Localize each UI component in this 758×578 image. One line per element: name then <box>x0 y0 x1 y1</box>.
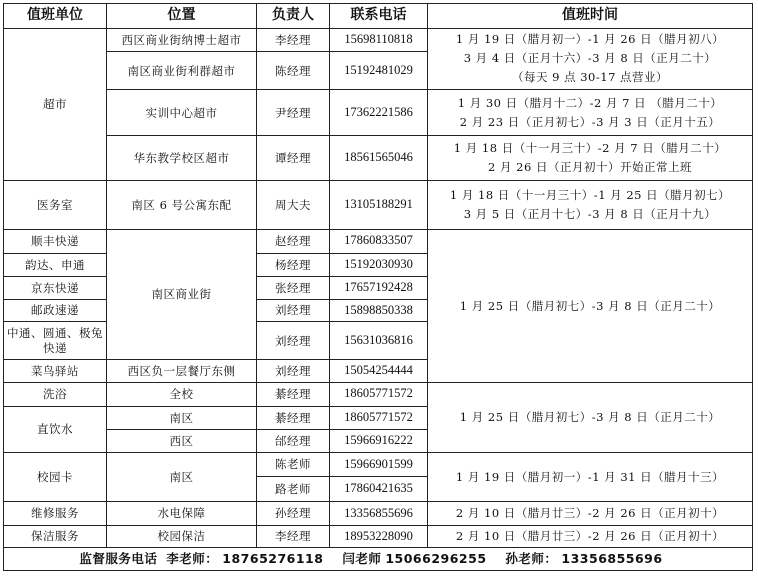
time-cell <box>428 136 753 180</box>
time-cell <box>428 90 753 136</box>
unit-clinic: 医务室 <box>4 180 107 229</box>
time-line: 1 月 18 日（十一月三十）-2 月 7 日（腊月二十） <box>453 141 727 156</box>
header-location: 位置 <box>107 4 257 29</box>
footer-contact-phone: 18765276118 <box>222 551 324 567</box>
person-cell: 邰经理 <box>257 430 330 453</box>
table-row <box>4 229 753 253</box>
location-cell: 南区 <box>107 452 257 501</box>
phone-cell: 15192481029 <box>330 52 428 90</box>
time-cell: 1 月 25 日（腊月初七）-3 月 8 日（正月二十） <box>428 229 753 382</box>
table-row <box>4 502 753 526</box>
phone-cell: 18953228090 <box>330 525 428 548</box>
time-cell: 2 月 10 日（腊月廿三）-2 月 26 日（正月初十） <box>428 525 753 548</box>
table-row <box>4 382 753 406</box>
location-cell: 校园保洁 <box>107 525 257 548</box>
table-row <box>4 28 753 52</box>
phone-cell: 18561565046 <box>330 136 428 180</box>
phone-cell: 17362221586 <box>330 90 428 136</box>
person-cell: 谭经理 <box>257 136 330 180</box>
unit-express: 韵达、申通 <box>4 253 107 277</box>
time-line: 1 月 30 日（腊月十二）-2 月 7 日 （腊月二十） <box>457 95 723 110</box>
unit-repair: 维修服务 <box>4 502 107 526</box>
table-row <box>4 180 753 229</box>
unit-card: 校园卡 <box>4 452 107 501</box>
table-row <box>4 525 753 548</box>
location-cell: 全校 <box>107 382 257 406</box>
table-row <box>4 90 753 136</box>
location-cell: 西区 <box>107 430 257 453</box>
time-cell <box>428 28 753 90</box>
unit-express: 顺丰快递 <box>4 229 107 253</box>
time-line: 1 月 19 日（腊月初一）-1 月 26 日（腊月初八） <box>455 32 725 47</box>
time-line: （每天 9 点 30-17 点营业） <box>511 70 669 85</box>
footer-contact-phone: 13356855696 <box>561 551 663 567</box>
header-person: 负责人 <box>257 4 330 29</box>
table-row <box>4 136 753 160</box>
unit-cleaning: 保洁服务 <box>4 525 107 548</box>
phone-cell: 15898850338 <box>330 299 428 322</box>
person-cell: 杨经理 <box>257 253 330 277</box>
time-line: 2 月 23 日（正月初七）-3 月 3 日（正月十五） <box>459 114 721 129</box>
location-cell: 水电保障 <box>107 502 257 526</box>
person-cell: 赵经理 <box>257 229 330 253</box>
phone-cell: 15698110818 <box>330 28 428 52</box>
phone-cell: 17860421635 <box>330 477 428 502</box>
unit-bath: 洗浴 <box>4 382 107 406</box>
footer-row <box>4 548 753 571</box>
person-cell: 刘经理 <box>257 299 330 322</box>
phone-cell: 15192030930 <box>330 253 428 277</box>
person-cell: 孙经理 <box>257 502 330 526</box>
footer-label: 监督服务电话 <box>79 551 158 567</box>
unit-supermarket: 超市 <box>4 28 107 180</box>
phone-cell: 13356855696 <box>330 502 428 526</box>
person-cell: 刘经理 <box>257 360 330 383</box>
time-cell: 1 月 25 日（腊月初七）-3 月 8 日（正月二十） <box>428 382 753 452</box>
duty-schedule-table <box>3 3 753 571</box>
header-row <box>4 4 753 29</box>
person-cell: 周大夫 <box>257 180 330 229</box>
unit-express: 京东快递 <box>4 277 107 300</box>
person-cell: 綦经理 <box>257 382 330 406</box>
footer-contact-name: 李老师： <box>166 551 219 567</box>
person-cell: 路老师 <box>257 477 330 502</box>
location-cell: 西区负一层餐厅东侧 <box>107 360 257 383</box>
time-line: 3 月 5 日（正月十七）-3 月 8 日（正月十九） <box>463 206 717 221</box>
location-cell: 西区商业街纳博士超市 <box>107 28 257 52</box>
location-cell: 华东教学校区超市 <box>107 136 257 180</box>
person-cell: 綦经理 <box>257 406 330 430</box>
unit-express: 邮政速递 <box>4 299 107 322</box>
time-cell: 2 月 10 日（腊月廿三）-2 月 26 日（正月初十） <box>428 502 753 526</box>
person-cell: 刘经理 <box>257 322 330 360</box>
person-cell: 李经理 <box>257 525 330 548</box>
header-phone: 联系电话 <box>330 4 428 29</box>
phone-cell: 17657192428 <box>330 277 428 300</box>
phone-cell: 15966901599 <box>330 452 428 477</box>
location-cell: 实训中心超市 <box>107 90 257 136</box>
time-line: 2 月 26 日（正月初十）开始正常上班 <box>488 160 692 175</box>
supervision-phones <box>4 548 753 571</box>
time-line: 1 月 18 日（十一月三十）-1 月 25 日（腊月初七） <box>449 187 731 202</box>
time-cell: 1 月 19 日（腊月初一）-1 月 31 日（腊月十三） <box>428 452 753 501</box>
person-cell: 尹经理 <box>257 90 330 136</box>
person-cell: 陈经理 <box>257 52 330 90</box>
phone-cell: 15966916222 <box>330 430 428 453</box>
phone-cell: 18605771572 <box>330 382 428 406</box>
phone-cell: 17860833507 <box>330 229 428 253</box>
header-unit: 值班单位 <box>4 4 107 29</box>
footer-contact-name: 闫老师 <box>342 551 382 567</box>
unit-cainiao: 菜鸟驿站 <box>4 360 107 383</box>
location-cell: 南区商业街利群超市 <box>107 52 257 90</box>
phone-cell: 15631036816 <box>330 322 428 360</box>
person-cell: 李经理 <box>257 28 330 52</box>
phone-cell: 18605771572 <box>330 406 428 430</box>
table-row <box>4 452 753 477</box>
location-cell: 南区 <box>107 406 257 430</box>
person-cell: 张经理 <box>257 277 330 300</box>
phone-cell: 13105188291 <box>330 180 428 229</box>
unit-water: 直饮水 <box>4 406 107 452</box>
unit-express: 中通、圆通、极兔快递 <box>4 322 107 360</box>
header-time: 值班时间 <box>428 4 753 29</box>
location-cell: 南区商业街 <box>107 229 257 359</box>
phone-cell: 15054254444 <box>330 360 428 383</box>
time-cell <box>428 180 753 229</box>
time-line: 3 月 4 日（正月十六）-3 月 8 日（正月二十） <box>463 51 717 66</box>
person-cell: 陈老师 <box>257 452 330 477</box>
location-cell: 南区 6 号公寓东配 <box>107 180 257 229</box>
footer-contact-phone: 15066296255 <box>385 551 487 567</box>
footer-contact-name: 孙老师： <box>505 551 558 567</box>
